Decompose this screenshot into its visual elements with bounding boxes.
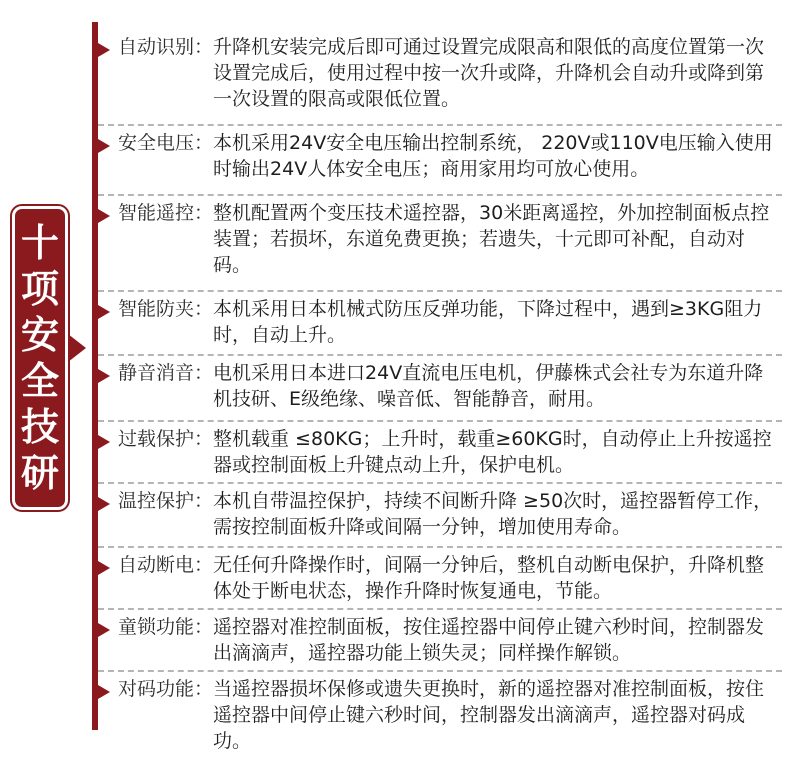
feature-description: 无任何升降操作时，间隔一分钟后，整机自动断电保护，升降机整体处于断电状态，操作升降时恢复通电，节能。 <box>213 554 765 602</box>
bullet-triangle-icon <box>98 209 110 223</box>
badge-char: 项 <box>20 267 59 311</box>
feature-label: 安全电压： <box>118 132 214 154</box>
section-title-badge <box>12 206 68 510</box>
feature-item-child-lock <box>98 610 782 672</box>
feature-description: 本机采用日本机械式防压反弹功能，下降过程中，遇到≥3KG阻力时，自动上升。 <box>213 298 763 346</box>
feature-label: 过载保护： <box>118 428 214 450</box>
feature-description: 整机载重 ≤80KG；上升时，载重≥60KG时，自动停止上升按遥控器或控制面板上升键点动上升，保护电机。 <box>213 428 772 476</box>
badge-char: 全 <box>20 359 59 403</box>
bullet-triangle-icon <box>98 435 110 449</box>
feature-item-silent <box>98 356 782 422</box>
feature-description: 本机采用24V安全电压输出控制系统， 220V或110V电压输入使用时输出24V人体安全电压；商用家用均可放心使用。 <box>213 132 773 180</box>
feature-label: 童锁功能： <box>118 616 214 638</box>
bullet-triangle-icon <box>98 305 110 319</box>
badge-char: 研 <box>20 451 59 495</box>
feature-label: 温控保护： <box>118 490 214 512</box>
feature-item-auto-recognition <box>98 30 782 126</box>
bullet-triangle-icon <box>98 369 110 383</box>
feature-item-safe-voltage <box>98 126 782 196</box>
feature-description: 当遥控器损坏保修或遗失更换时，新的遥控器对准控制面板，按住遥控器中间停止键六秒时间，控制器发出滴滴声，遥控器对码成功。 <box>213 678 765 752</box>
bullet-triangle-icon <box>98 497 110 511</box>
feature-list <box>98 30 782 762</box>
feature-label: 自动识别： <box>118 36 214 58</box>
badge-pointer-arrow-icon <box>68 334 86 362</box>
bullet-triangle-icon <box>98 561 110 575</box>
bullet-triangle-icon <box>98 623 110 637</box>
feature-label: 静音消音： <box>118 362 214 384</box>
feature-description: 升降机安装完成后即可通过设置完成限高和限低的高度位置第一次设置完成后，使用过程中按一次升或降，升降机会自动升或降到第一次设置的限高或限低位置。 <box>213 36 765 110</box>
feature-label: 自动断电： <box>118 554 214 576</box>
feature-item-auto-power-off <box>98 548 782 610</box>
feature-description: 遥控器对准控制面板，按住遥控器中间停止键六秒时间，控制器发出滴滴声，遥控器功能上锁失灵；同样操作解锁。 <box>213 616 765 664</box>
feature-label: 智能防夹： <box>118 298 214 320</box>
feature-description: 整机配置两个变压技术遥控器，30米距离遥控，外加控制面板点控装置；若损坏，东道免费更换；若遗失，十元即可补配，自动对码。 <box>213 202 770 276</box>
badge-char: 技 <box>20 405 59 449</box>
feature-label: 对码功能： <box>118 678 214 700</box>
feature-item-smart-remote <box>98 196 782 292</box>
badge-char: 十 <box>20 221 59 265</box>
feature-description: 电机采用日本进口24V直流电压电机，伊藤株式会社专为东道升降机技研、E级绝缘、噪音低、智能静音，耐用。 <box>213 362 764 410</box>
feature-item-thermal-protection <box>98 484 782 548</box>
feature-label: 智能遥控： <box>118 202 214 224</box>
bullet-triangle-icon <box>98 43 110 57</box>
feature-item-anti-pinch <box>98 292 782 356</box>
feature-item-code-pairing <box>98 672 782 762</box>
feature-description: 本机自带温控保护，持续不间断升降 ≥50次时，遥控器暂停工作，需按控制面板升降或间隔一分钟，增加使用寿命。 <box>213 490 773 538</box>
feature-item-overload-protection <box>98 422 782 484</box>
badge-char: 安 <box>20 313 59 357</box>
bullet-triangle-icon <box>98 685 110 699</box>
bullet-triangle-icon <box>98 139 110 153</box>
